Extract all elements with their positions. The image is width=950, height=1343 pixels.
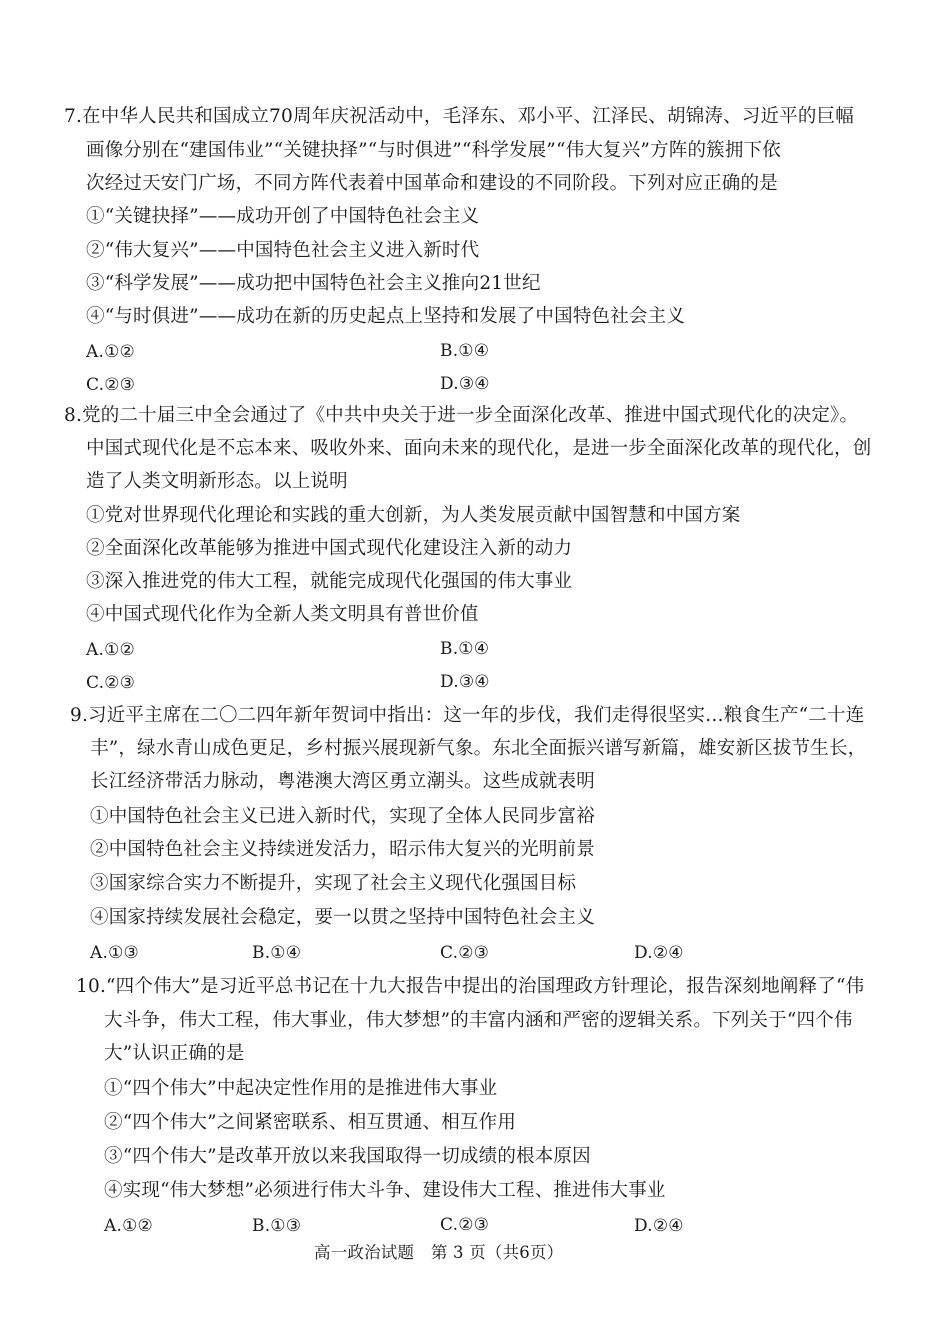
question-7-item: ④“与时俱进”——成功在新的历史起点上坚持和发展了中国特色社会主义 — [86, 306, 686, 327]
question-10-option-a: A.①② — [104, 1216, 153, 1236]
question-9-option-c: C.②③ — [440, 943, 490, 963]
question-10-item: ①“四个伟大”中起决定性作用的是推进伟大事业 — [104, 1078, 498, 1099]
question-10-stem-line: 大斗争，伟大工程，伟大事业，伟大梦想”的丰富内涵和严密的逻辑关系。下列关于“四个伟 — [104, 1010, 853, 1031]
question-8-stem-line: 8.党的二十届三中全会通过了《中共中央关于进一步全面深化改革、推进中国式现代化的决定》。 — [64, 405, 859, 426]
question-7-option-b: B.①④ — [440, 341, 490, 361]
question-10-stem-line: 大”认识正确的是 — [104, 1043, 245, 1064]
question-9-stem-line: 丰”，绿水青山成色更足，乡村振兴展现新气象。东北全面振兴谱写新篇，雄安新区拔节生长， — [90, 738, 867, 759]
question-9-item: ①中国特色社会主义已进入新时代，实现了全体人民同步富裕 — [90, 806, 595, 827]
question-10-item: ④实现“伟大梦想”必须进行伟大斗争、建设伟大工程、推进伟大事业 — [104, 1180, 666, 1201]
question-7-item: ②“伟大复兴”——中国特色社会主义进入新时代 — [86, 240, 480, 261]
question-7-stem-line: 7.在中华人民共和国成立70周年庆祝活动中，毛泽东、邓小平、江泽民、胡锦涛、习近平的巨幅 — [64, 106, 854, 127]
question-8-option-b: B.①④ — [440, 639, 490, 659]
question-9-item: ④国家持续发展社会稳定，要一以贯之坚持中国特色社会主义 — [90, 907, 595, 928]
question-8-item: ①党对世界现代化理论和实践的重大创新，为人类发展贡献中国智慧和中国方案 — [86, 505, 741, 526]
question-10-option-b: B.①③ — [252, 1216, 302, 1236]
question-7-option-a: A.①② — [86, 342, 135, 362]
question-7-option-d: D.③④ — [440, 374, 490, 394]
question-9-item: ③国家综合实力不断提升，实现了社会主义现代化强国目标 — [90, 873, 577, 894]
question-9-stem-line: 9.习近平主席在二〇二四年新年贺词中指出：这一年的步伐，我们走得很坚实…粮食生产“二十连 — [70, 705, 865, 726]
question-8-item: ②全面深化改革能够为推进中国式现代化建设注入新的动力 — [86, 538, 573, 559]
question-9-option-d: D.②④ — [634, 943, 684, 963]
question-7-item: ③“科学发展”——成功把中国特色社会主义推向21世纪 — [86, 273, 541, 294]
question-7-item: ①“关键抉择”——成功开创了中国特色社会主义 — [86, 206, 480, 227]
question-7-stem-line: 画像分别在“建国伟业”“关键抉择”“与时俱进”“科学发展”“伟大复兴”方阵的簇拥下依 — [86, 140, 781, 161]
question-8-option-d: D.③④ — [440, 672, 490, 692]
page-footer: 高一政治试题 第 3 页（共6页） — [314, 1243, 564, 1262]
question-10-stem-line: 10.“四个伟大”是习近平总书记在十九大报告中提出的治国理政方针理论，报告深刻地阐释了“伟 — [76, 976, 865, 997]
question-7-option-c: C.②③ — [86, 375, 136, 395]
question-10-option-c: C.②③ — [440, 1215, 490, 1235]
question-10-item: ③“四个伟大”是改革开放以来我国取得一切成绩的根本原因 — [104, 1146, 591, 1167]
question-10-item: ②“四个伟大”之间紧密联系、相互贯通、相互作用 — [104, 1112, 517, 1133]
question-10-option-d: D.②④ — [634, 1216, 684, 1236]
question-9-item: ②中国特色社会主义持续迸发活力，昭示伟大复兴的光明前景 — [90, 839, 595, 860]
question-9-stem-line: 长江经济带活力脉动，粤港澳大湾区勇立潮头。这些成就表明 — [90, 771, 595, 792]
question-8-option-a: A.①② — [86, 640, 135, 660]
question-8-option-c: C.②③ — [86, 673, 136, 693]
question-8-stem-line: 中国式现代化是不忘本来、吸收外来、面向未来的现代化，是进一步全面深化改革的现代化，创 — [86, 438, 872, 459]
question-7-stem-line: 次经过天安门广场，不同方阵代表着中国革命和建设的不同阶段。下列对应正确的是 — [86, 173, 778, 194]
question-8-stem-line: 造了人类文明新形态。以上说明 — [86, 471, 348, 492]
question-8-item: ④中国式现代化作为全新人类文明具有普世价值 — [86, 604, 479, 625]
question-9-option-b: B.①④ — [252, 943, 302, 963]
question-8-item: ③深入推进党的伟大工程，就能完成现代化强国的伟大事业 — [86, 571, 573, 592]
question-9-option-a: A.①③ — [90, 943, 139, 963]
